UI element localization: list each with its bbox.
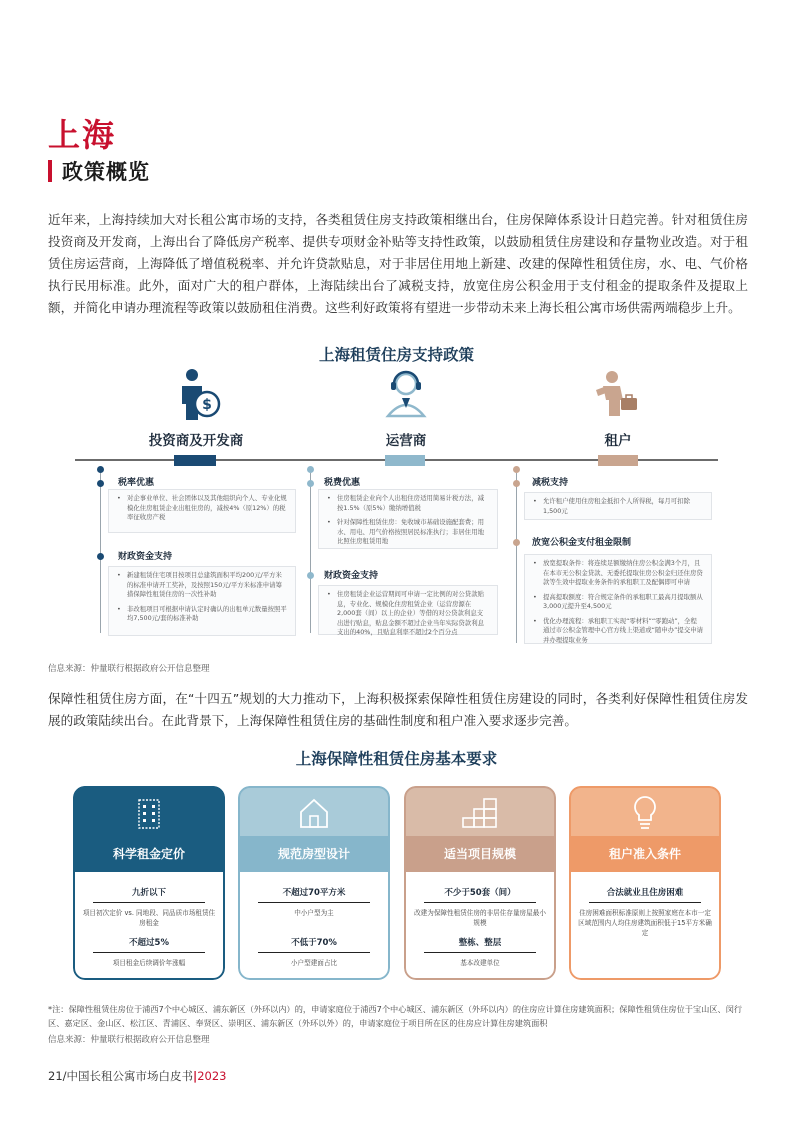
intro-paragraph: 近年来，上海持续加大对长租公寓市场的支持，各类租赁住房支持政策相继出台，住房保障体系设计日趋完善。针对租赁住房投资商及开发商，上海出台了降低房产税率、提供专项财金补贴等支持性政策，以鼓励租赁住房建设和存量物业改造。对于租赁住房运营商，上海降低了增值税税率、并允许贷款贴息，对于非居住用地上新建、改建的保障性租赁住房，水、电、气价格执行民用标准。此外，面对广大的租户群体，上海陆续出台了减税支持，放宽住房公积金用于支付租金的提取条件及提取上额，并简化申请办理流程等政策以鼓励租住消费。这些利好政策将有望进一步带动未来上海长租公寓市场供需两端稳步上升。 [48, 212, 748, 315]
tenant-fund-item: • 放宽提取条件：将连续足额缴纳住房公积金满3个月，且在本市无公积金贷款、无委托提取住房公积金归还住房贷款等生效中提取业务条件的承租职工及配偶即可申请 [533, 559, 703, 588]
tenant-tax-heading: 减税支持 [532, 478, 569, 488]
requirement-card-tenant [569, 786, 721, 980]
card-body [404, 872, 556, 980]
card-headline: 合法就业且住房困难 [606, 888, 684, 898]
card-body [569, 872, 721, 980]
card-headline: 不少于50套（间） [444, 888, 516, 898]
timeline-dot [307, 572, 314, 579]
tenant-fund-box [524, 554, 712, 644]
requirements-title: 上海保障性租赁住房基本要求 [295, 750, 498, 768]
timeline-dot [97, 466, 104, 473]
card-divider [589, 902, 701, 903]
timeline-marker-operator [385, 455, 425, 466]
investor-fund-heading: 财政资金支持 [118, 552, 173, 562]
timeline-dot [97, 553, 104, 560]
lightbulb-icon [631, 794, 659, 832]
column-guide-line [516, 473, 517, 643]
card-divider [258, 952, 370, 953]
card-text: 小户型建面占比 [290, 959, 338, 967]
publication-year: 2023 [197, 1069, 227, 1083]
operator-tax-heading: 税费优惠 [324, 478, 361, 488]
column-guide-line [310, 473, 311, 633]
operator-tax-item: • 住房租赁企业向个人出租住房适用简易计税方法，减按1.5%（原5%）缴纳增值税 [327, 494, 489, 513]
card-divider [93, 952, 205, 953]
card-headline: 整栋、整层 [458, 938, 502, 948]
card-divider [258, 902, 370, 903]
card-divider [93, 902, 205, 903]
page-number: 21 [48, 1069, 63, 1083]
card-label: 规范房型设计 [238, 836, 390, 872]
column-label-tenant: 租户 [604, 433, 632, 449]
column-label-investor: 投资商及开发商 [148, 433, 244, 449]
card-body [238, 872, 390, 980]
investor-fund-box [108, 566, 296, 636]
investor-fund-item: • 新建租赁住宅项目按项目总建筑面积平均200元/平方米的标准申请开工奖补，及按照150元/平方米标准申请筹措保障性租赁住房的一次性补助 [117, 571, 287, 600]
section-accent-bar [48, 160, 52, 182]
operator-fund-heading: 财政资金支持 [324, 571, 379, 581]
card-divider [424, 902, 536, 903]
publication-title: 中国长租公寓市场白皮书 [66, 1069, 194, 1083]
operator-tax-box [318, 489, 498, 549]
policy-source: 信息来源：仲量联行根据政府公开信息整理 [48, 664, 210, 674]
operator-tax-item: • 针对保障性租赁住房：免收城市基础设施配套费；用水、用电、用气价格按照居民标准执行；非居住用地比照住房租赁用地 [327, 518, 489, 547]
card-text: 改建为保障性租赁住房的非居住存量房屋最小规模 [414, 909, 546, 927]
page-footer: 21/中国长租公寓市场白皮书|2023 [48, 1069, 227, 1083]
investor-tax-heading: 税率优惠 [118, 478, 155, 488]
card-label: 科学租金定价 [73, 836, 225, 872]
timeline-marker-tenant [598, 455, 638, 466]
card-text: 中小户型为主 [294, 909, 334, 917]
tenant-briefcase-icon [594, 370, 640, 418]
timeline-marker-investor [174, 455, 216, 466]
svg-text:$: $ [202, 397, 212, 413]
card-text: 项目租金后续调价年涨幅 [112, 959, 186, 967]
card-body [73, 872, 225, 980]
city-title: 上海 [48, 116, 117, 154]
investor-coin-icon [178, 368, 222, 422]
timeline-dot [307, 480, 314, 487]
tenant-fund-item: • 提高提取额度：符合规定条件的承租职工最高月提取额从3,000元提升至4,500元 [533, 593, 703, 612]
house-icon [298, 796, 330, 830]
policy-diagram-title: 上海租赁住房支持政策 [318, 346, 474, 364]
card-text: 住房困难面积标准原则上按照家庭在本市一定区域范围内人均住房建筑面积低于15平方米确定 [578, 909, 712, 937]
card-headline: 九折以下 [131, 888, 166, 898]
card-divider [424, 952, 536, 953]
section-title: 政策概览 [62, 160, 150, 184]
timeline-dot [513, 539, 520, 546]
card-label: 适当项目规模 [404, 836, 556, 872]
requirement-card-layout [238, 786, 390, 980]
timeline-dot [513, 466, 520, 473]
tenant-fund-item: • 优化办理流程：承租职工实现“零材料”“零跑动”，全程通过市公积金管理中心官方线上渠道或“随申办”提交申请并办理提取业务 [533, 617, 703, 646]
card-headline: 不超过5% [129, 938, 169, 948]
tenant-tax-item: • 允许租户使用住房租金抵扣个人所得税，每月可扣除1,500元 [533, 497, 703, 516]
timeline-dot [97, 480, 104, 487]
card-label: 租户准入条件 [569, 836, 721, 872]
timeline-dot [513, 480, 520, 487]
requirement-card-rent [73, 786, 225, 980]
requirements-source: 信息来源：仲量联行根据政府公开信息整理 [48, 1035, 210, 1045]
affordable-housing-paragraph: 保障性租赁住房方面，在“十四五”规划的大力推动下，上海积极探索保障性租赁住房建设的同时，各类利好保障性租赁住房发展的政策陆续出台。在此背景下，上海保障性租赁住房的基础性制度和租户准入要求逐步完善。 [48, 691, 748, 728]
card-text: 基本改建单位 [460, 959, 500, 967]
investor-tax-box [108, 489, 296, 533]
column-label-operator: 运营商 [385, 433, 427, 449]
card-headline: 不低于70% [291, 938, 337, 948]
operator-headset-icon [384, 368, 428, 418]
operator-fund-box [318, 585, 498, 635]
investor-tax-item: • 对企事业单位、社会团体以及其他组织向个人、专业化规模化住房租赁企业出租住房的，减按4%（原12%）的税率征收房产税 [117, 494, 287, 523]
blocks-icon [460, 796, 500, 830]
tenant-tax-box [524, 492, 712, 520]
investor-fund-item: • 非改租项目可根据申请认定时确认的出租单元数量按照平均7,500元/套的标准补助 [117, 605, 287, 624]
card-headline: 不超过70平方米 [282, 888, 346, 898]
card-text: 项目初次定价 vs. 同地段、同品质市场租赁住房租金 [82, 909, 216, 927]
tenant-fund-heading: 放宽公积金支付租金限制 [532, 538, 632, 548]
footer-divider: | [193, 1069, 198, 1083]
footnote: *注：保障性租赁住房位于浦西7个中心城区、浦东新区（外环以内）的，申请家庭位于浦西7个中心城区、浦东新区（外环以内）的住房应计算住房建筑面积；保障性租赁住房位于宝山区、闵行区、嘉定区、金山区、松江区、青浦区、奉贤区、崇明区、浦东新区（外环以外）的，申请家庭位于项目所在区的住房应计算住房建筑面积 [48, 1004, 743, 1028]
operator-fund-item: • 住房租赁企业运营期间可申请一定比例的对公贷款贴息，专业化、规模化住房租赁企业（运营房源在2,000套（间）以上的企业）等借的对公贷款利息支出进行贴息，贴息金额不超过企业当年实际贷款利息支出的40%，且贴息利率不超过2个百分点 [327, 590, 489, 638]
building-icon [137, 798, 161, 830]
requirement-card-scale [404, 786, 556, 980]
timeline-dot [307, 466, 314, 473]
